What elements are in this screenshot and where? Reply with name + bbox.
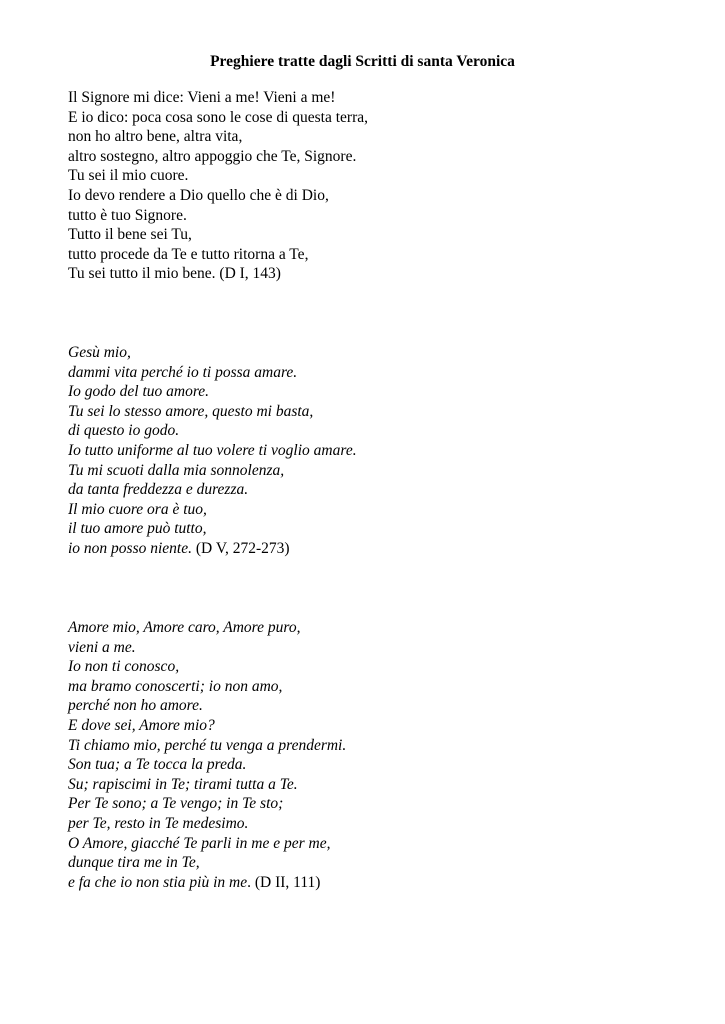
prayer-line xyxy=(68,519,688,539)
prayer-line: Io devo rendere a Dio quello che è di Dio, xyxy=(68,186,329,204)
prayer-line-text: Amore mio, Amore caro, Amore puro, xyxy=(68,619,301,636)
prayer-line-text: Tu mi scuoti dalla mia sonnolenza, xyxy=(68,461,285,479)
prayer-line-text: Gesù mio, xyxy=(68,344,131,361)
prayer-line xyxy=(68,834,688,854)
prayer-line: Tutto il bene sei Tu, xyxy=(68,226,192,244)
prayer-line xyxy=(68,618,688,638)
prayer-line xyxy=(68,853,688,873)
prayer-line-text: di questo io godo. xyxy=(68,422,180,440)
prayer-line xyxy=(68,461,688,481)
prayer-line xyxy=(68,775,688,795)
prayer-line-text: il tuo amore può tutto, xyxy=(68,520,207,538)
prayer-line xyxy=(68,441,688,461)
prayer-line-text: Io godo del tuo amore. xyxy=(68,383,210,401)
prayer-line xyxy=(68,500,688,520)
prayer-line xyxy=(68,480,688,500)
prayer-line-text: Su; rapiscimi in Te; tirami tutta a Te. xyxy=(68,775,298,793)
page-title: Preghiere tratte dagli Scritti di santa Veronica xyxy=(210,53,515,70)
prayer-line xyxy=(68,657,688,677)
prayer-line-text: dunque tira me in Te, xyxy=(68,854,200,872)
prayer-line-text: dammi vita perché io ti possa amare. xyxy=(68,363,298,381)
prayer-line xyxy=(68,382,688,402)
prayer-line-text: E dove sei, Amore mio? xyxy=(68,716,215,734)
prayer-line xyxy=(68,539,688,559)
prayer-line-text: Per Te sono; a Te vengo; in Te sto; xyxy=(68,795,284,813)
prayer-line: Il Signore mi dice: Vieni a me! Vieni a me! xyxy=(68,89,336,106)
prayer-line-text: Io non ti conosco, xyxy=(68,658,180,676)
prayer-line xyxy=(68,736,688,756)
prayer-1 xyxy=(68,88,688,284)
prayer-line-text: Tu sei lo stesso amore, questo mi basta, xyxy=(68,402,314,420)
prayer-line: Tu sei il mio cuore. xyxy=(68,167,189,185)
prayer-line xyxy=(68,794,688,814)
prayer-line xyxy=(68,873,688,893)
prayer-reference: . (D II, 111) xyxy=(247,873,321,891)
prayer-line xyxy=(68,638,688,658)
prayer-line-text: ma bramo conoscerti; io non amo, xyxy=(68,677,283,695)
prayer-line-text: Son tua; a Te tocca la preda. xyxy=(68,756,247,774)
prayer-line: E io dico: poca cosa sono le cose di questa terra, xyxy=(68,108,368,126)
prayer-line-text: Io tutto uniforme al tuo volere ti voglio amare. xyxy=(68,441,357,459)
prayer-reference: (D V, 272-273) xyxy=(195,539,290,557)
prayer-line-text: da tanta freddezza e durezza. xyxy=(68,481,249,499)
prayer-line: altro sostegno, altro appoggio che Te, Signore. xyxy=(68,147,357,165)
prayer-line-text: per Te, resto in Te medesimo. xyxy=(68,814,249,832)
prayer-line xyxy=(68,402,688,422)
prayer-line xyxy=(68,363,688,383)
prayer-line: tutto è tuo Signore. xyxy=(68,206,187,224)
prayer-line xyxy=(68,421,688,441)
prayer-line-text: vieni a me. xyxy=(68,638,136,656)
prayer-line-text: Il mio cuore ora è tuo, xyxy=(68,500,207,518)
prayer-2 xyxy=(68,343,688,559)
prayer-line xyxy=(68,716,688,736)
prayer-line xyxy=(68,343,688,363)
prayer-line: tutto procede da Te e tutto ritorna a Te, xyxy=(68,245,309,263)
prayer-line-text: O Amore, giacché Te parli in me e per me, xyxy=(68,834,331,852)
prayer-line-text: perché non ho amore. xyxy=(68,697,203,715)
prayer-line: Tu sei tutto il mio bene. (D I, 143) xyxy=(68,265,281,283)
prayer-line-text: io non posso niente. xyxy=(68,539,192,557)
prayer-line-text: e fa che io non stia più in me xyxy=(68,873,248,891)
prayer-line: non ho altro bene, altra vita, xyxy=(68,128,243,146)
prayer-3 xyxy=(68,618,688,892)
prayer-line xyxy=(68,814,688,834)
prayer-line xyxy=(68,696,688,716)
prayer-line xyxy=(68,755,688,775)
prayer-line-text: Ti chiamo mio, perché tu venga a prendermi. xyxy=(68,736,347,754)
prayer-line xyxy=(68,677,688,697)
